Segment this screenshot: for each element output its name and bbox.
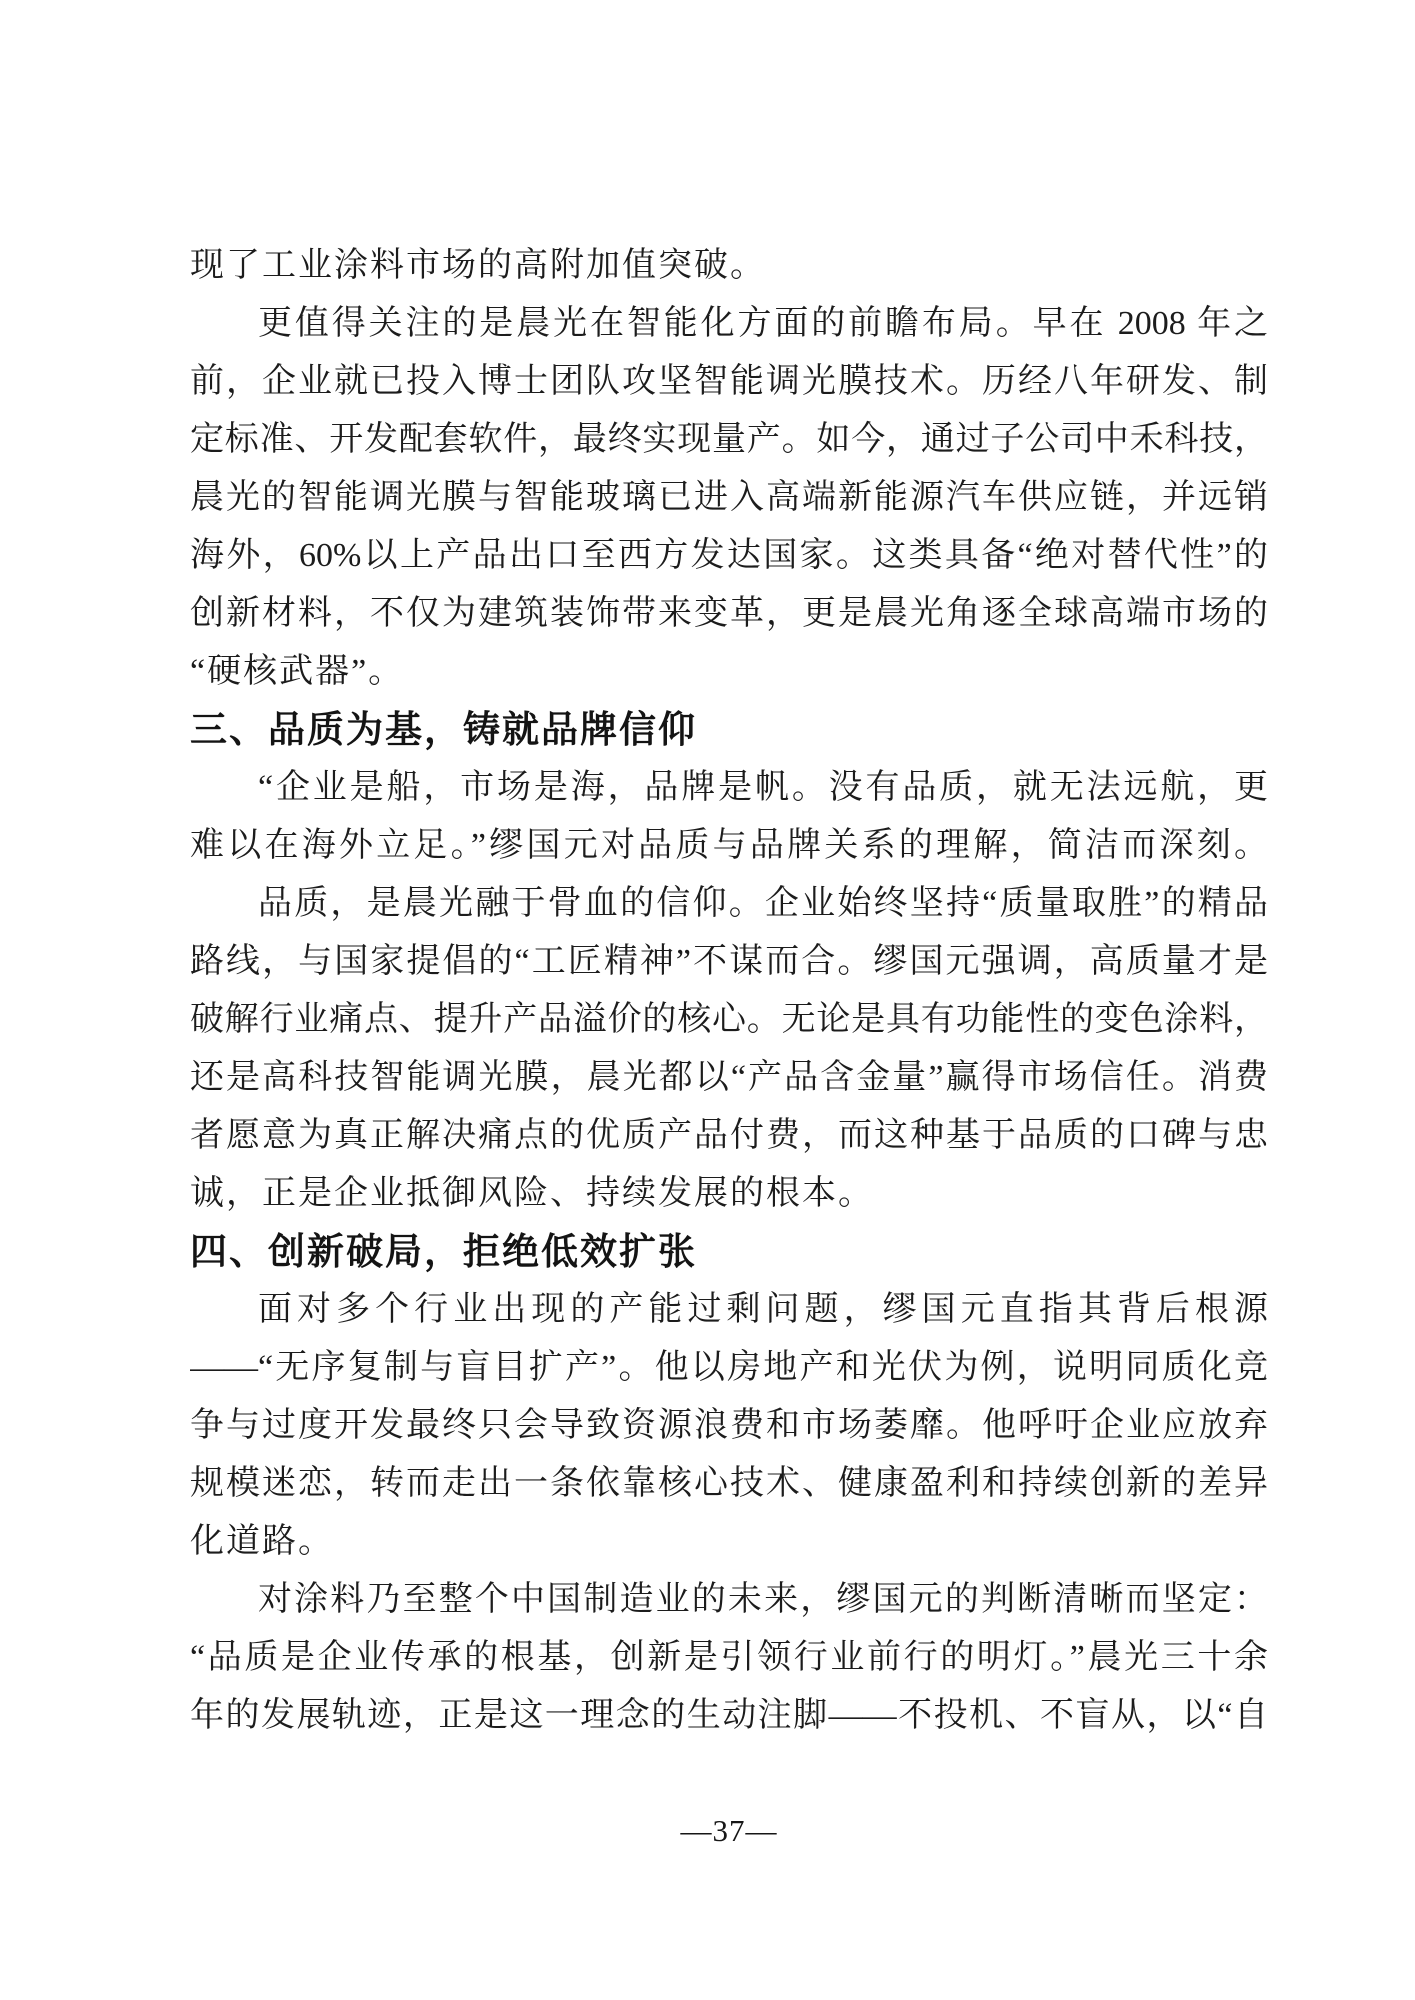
text-line: 晨光的智能调光膜与智能玻璃已进入高端新能源汽车供应链，并远销 [190, 479, 1268, 516]
section-heading: 四、创新破局，拒绝低效扩张 [190, 1231, 697, 1272]
text-line: 品质，是晨光融于骨血的信仰。企业始终坚持“质量取胜”的精品 [258, 885, 1268, 922]
text-line: 难以在海外立足。”缪国元对品质与品牌关系的理解，简洁而深刻。 [190, 827, 1268, 864]
text-line: “企业是船，市场是海，品牌是帆。没有品质，就无法远航，更 [258, 769, 1268, 806]
text-line: 前，企业就已投入博士团队攻坚智能调光膜技术。历经八年研发、制 [190, 363, 1268, 400]
text-line: 创新材料，不仅为建筑装饰带来变革，更是晨光角逐全球高端市场的 [190, 595, 1268, 632]
section-heading: 三、品质为基，铸就品牌信仰 [190, 709, 697, 750]
text-line: 年的发展轨迹，正是这一理念的生动注脚——不投机、不盲从，以“自 [190, 1697, 1268, 1734]
text-line: ——“无序复制与盲目扩产”。他以房地产和光伏为例，说明同质化竞 [190, 1349, 1268, 1386]
text-line: 者愿意为真正解决痛点的优质产品付费，而这种基于品质的口碑与忠 [190, 1117, 1268, 1154]
text-line: “品质是企业传承的根基，创新是引领行业前行的明灯。”晨光三十余 [190, 1639, 1268, 1676]
text-line: 海外，60%以上产品出口至西方发达国家。这类具备“绝对替代性”的 [190, 537, 1268, 574]
page-text-block [190, 237, 1268, 1851]
text-line: 定标准、开发配套软件，最终实现量产。如今，通过子公司中禾科技， [190, 421, 1268, 458]
text-line: 路线，与国家提倡的“工匠精神”不谋而合。缪国元强调，高质量才是 [190, 943, 1268, 980]
text-line: “硬核武器”。 [190, 653, 405, 690]
text-line: 争与过度开发最终只会导致资源浪费和市场萎靡。他呼吁企业应放弃 [190, 1407, 1268, 1444]
text-line: 还是高科技智能调光膜，晨光都以“产品含金量”赢得市场信任。消费 [190, 1059, 1268, 1096]
text-line: 规模迷恋，转而走出一条依靠核心技术、健康盈利和持续创新的差异 [190, 1465, 1268, 1502]
text-line: 现了工业涂料市场的高附加值突破。 [190, 247, 766, 284]
text-line: 更值得关注的是晨光在智能化方面的前瞻布局。早在 2008 年之 [258, 305, 1268, 342]
text-line: 化道路。 [190, 1523, 334, 1560]
text-line: 诚，正是企业抵御风险、持续发展的根本。 [190, 1175, 874, 1212]
text-line: 破解行业痛点、提升产品溢价的核心。无论是具有功能性的变色涂料， [190, 1001, 1268, 1038]
page-number: —37— [680, 1813, 778, 1848]
text-line: 面对多个行业出现的产能过剩问题，缪国元直指其背后根源 [258, 1291, 1268, 1328]
text-line: 对涂料乃至整个中国制造业的未来，缪国元的判断清晰而坚定： [258, 1581, 1268, 1618]
